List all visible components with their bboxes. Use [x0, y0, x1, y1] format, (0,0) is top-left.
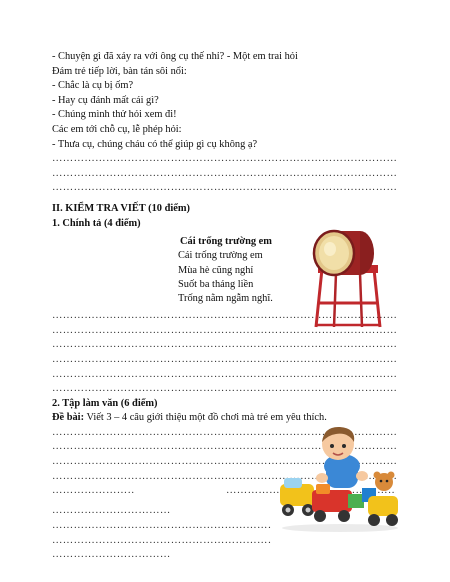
story-line-6: Các em tới chỗ cụ, lễ phép hỏi:	[52, 123, 182, 135]
answer-line[interactable]	[52, 484, 134, 499]
section-title: II. KIỂM TRA VIẾT (10 điểm)	[52, 202, 190, 214]
answer-line[interactable]	[52, 181, 398, 196]
answer-line[interactable]	[52, 353, 398, 368]
story-line-5: - Chúng mình thử hỏi xem đi!	[52, 109, 177, 121]
answer-line[interactable]	[52, 152, 398, 167]
child-with-toys-icon	[278, 422, 400, 534]
answer-line[interactable]	[52, 382, 398, 397]
story-line-7: - Thưa cụ, chúng cháu có thể giúp gì cụ không ạ?	[52, 138, 258, 150]
poem-line: Cái trống trường em	[178, 250, 263, 262]
answer-line[interactable]	[52, 534, 272, 549]
answer-line[interactable]	[52, 548, 398, 563]
poem-line: Suốt ba tháng liền	[178, 278, 254, 290]
story-line-4: - Hay cụ đánh mất cái gì?	[52, 94, 159, 106]
poem-line: Mùa hè cũng nghỉ	[178, 264, 254, 276]
worksheet-page	[52, 50, 398, 563]
part1-title: 1. Chính tả (4 điểm)	[52, 217, 141, 229]
part2-title: 2. Tập làm văn (6 điểm)	[52, 397, 158, 409]
answer-line[interactable]	[52, 338, 398, 353]
poem-block	[52, 235, 398, 309]
poem-line: Trống nằm ngẫm nghĩ.	[178, 292, 273, 304]
answer-line[interactable]	[52, 519, 272, 534]
answer-line[interactable]	[52, 368, 398, 383]
poem	[178, 235, 273, 306]
story-line-2: Đám trẻ tiếp lời, bàn tán sôi nổi:	[52, 65, 187, 77]
story-line-1: - Chuyện gì đã xảy ra với ông cụ thế nhỉ? - Một em trai hỏi	[52, 51, 298, 62]
task-label: Đề bài:	[52, 412, 85, 424]
task-text: Viết 3 – 4 câu giới thiệu một đồ chơi mà trẻ em yêu thích.	[84, 412, 327, 424]
answer-line[interactable]	[52, 167, 398, 182]
drum-icon	[308, 225, 388, 329]
story-line-3: - Chắc là cụ bị ốm?	[52, 80, 134, 92]
poem-title: Cái trống trường em	[180, 236, 272, 248]
